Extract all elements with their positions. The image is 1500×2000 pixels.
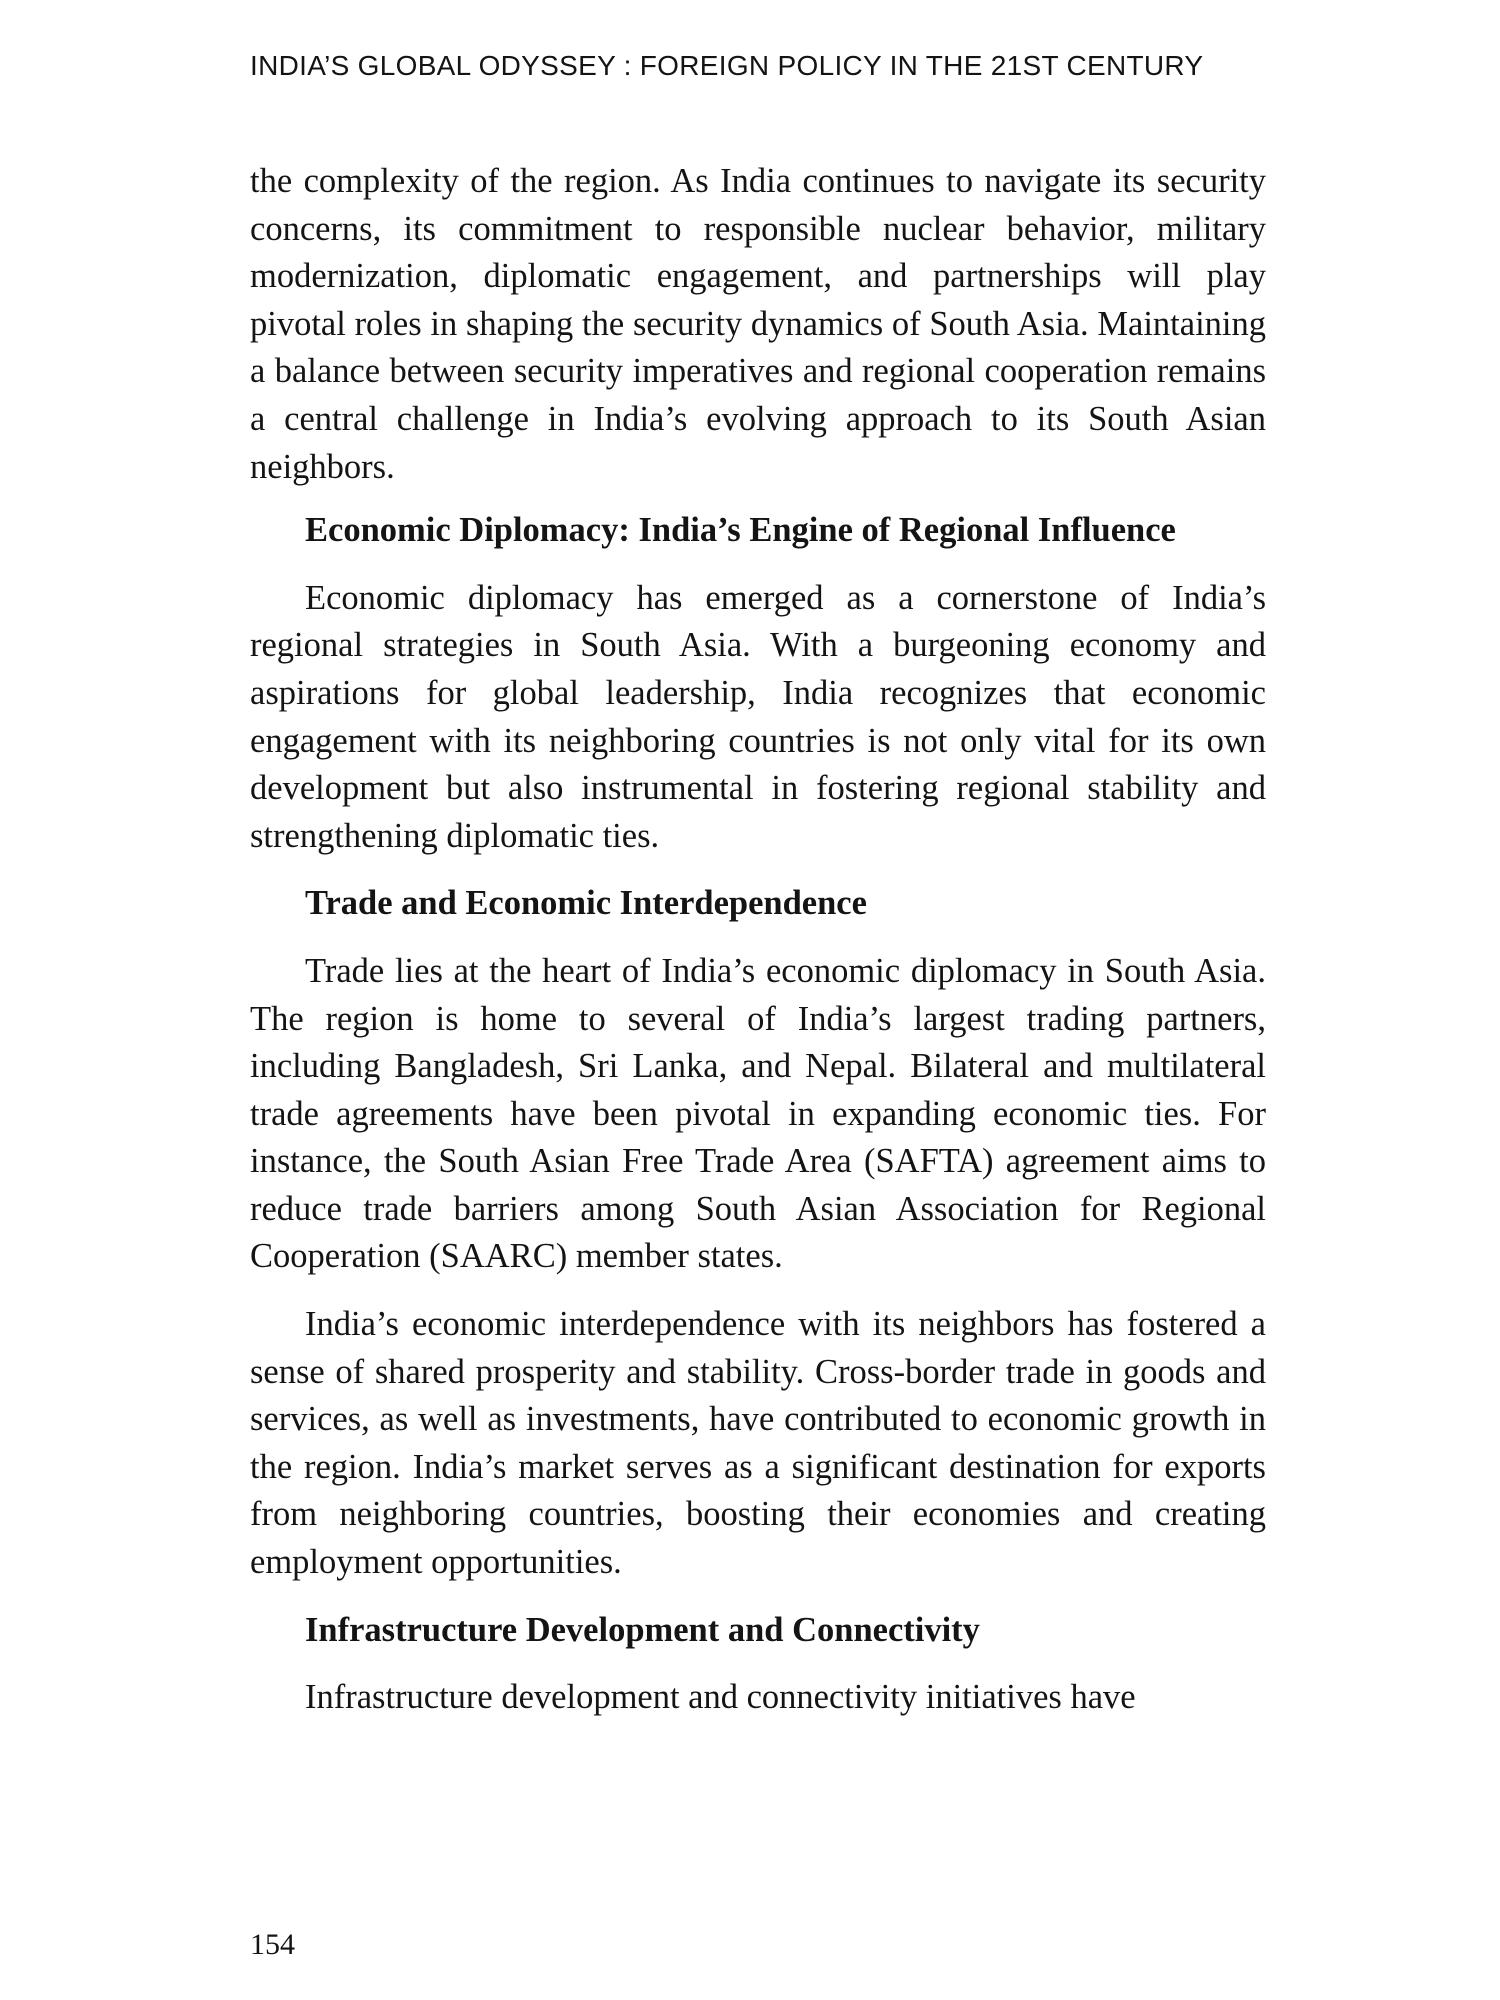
paragraph-trade: Trade lies at the heart of India’s economic diplomacy in South Asia. The region is home to several of India’s largest trading partners, including Bangladesh, Sri Lanka, and Nepal. Bilateral and multilateral trade agreements have been pivotal in expanding economic ties. For instance, the South Asian Free Trade Area (SAFTA) agreement aims to reduce trade barriers among South Asian Association for Regional Cooperation (SAARC) member states.	[250, 951, 1266, 1276]
section-heading-economic-diplomacy: Economic Diplomacy: India’s Engine of Regional Influence	[305, 511, 1176, 550]
subsection-heading-trade: Trade and Economic Interdependence	[305, 884, 867, 923]
page-number: 154	[250, 1928, 295, 1961]
paragraph-economic-diplomacy: Economic diplomacy has emerged as a cornerstone of India’s regional strategies in South Asia. With a burgeoning economy and aspirations for global leadership, India recognizes that economic engagement with its neighboring countries is not only vital for its own development but also instrumental in fostering regional stability and strengthening diplomatic ties.	[250, 578, 1266, 855]
book-page	[250, 0, 1266, 2000]
body-text	[250, 158, 1266, 1722]
subsection-heading-infrastructure: Infrastructure Development and Connectivity	[305, 1610, 980, 1649]
paragraph-continuation: the complexity of the region. As India continues to navigate its security concerns, its commitment to responsible nuclear behavior, military modernization, diplomatic engagement, and partnerships will play pivotal roles in shaping the security dynamics of South Asia. Maintaining a balance between security imperatives and regional cooperation remains a central challenge in India’s evolving approach to its South Asian neighbors.	[250, 162, 1266, 486]
paragraph-infrastructure: Infrastructure development and connectivity initiatives have	[305, 1678, 1136, 1717]
paragraph-interdependence: India’s economic interdependence with its neighbors has fostered a sense of shared prosperity and stability. Cross-border trade in goods and services, as well as investments, have contributed to economic growth in the region. India’s market serves as a significant destination for exports from neighboring countries, boosting their economies and creating employment opportunities.	[250, 1305, 1266, 1582]
running-header: INDIA’S GLOBAL ODYSSEY : FOREIGN POLICY IN THE 21ST CENTURY	[250, 50, 1204, 81]
